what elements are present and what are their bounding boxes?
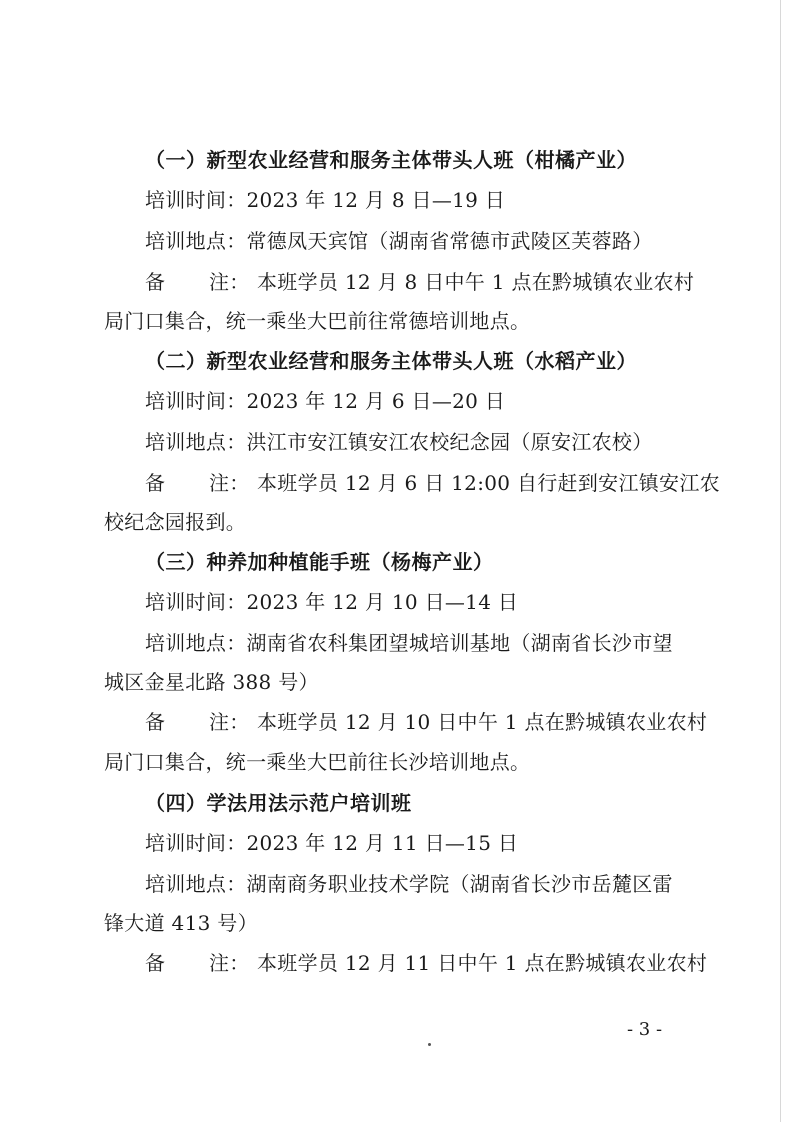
note-label-colon: 注： [209,710,250,734]
section-4-note [145,949,707,977]
section-1-note [145,268,694,296]
section-3-note [145,708,707,736]
note-label-char: 备 [145,471,166,495]
section-4-heading: （四）学法用法示范户培训班 [145,791,412,815]
section-2-note [145,469,720,497]
section-2-note-cont: 校纪念园报到。 [104,510,247,534]
section-3-place-cont: 城区金星北路 388 号） [104,670,319,694]
section-1-note-cont: 局门口集合，统一乘坐大巴前往常德培训地点。 [104,309,531,333]
section-2-time: 培训时间：2023 年 12 月 6 日—20 日 [145,389,506,413]
note-label [145,708,257,736]
note-label-char: 备 [145,270,166,294]
section-4-place: 培训地点：湖南商务职业技术学院（湖南省长沙市岳麓区雷 [145,872,673,896]
note-text: 本班学员 12 月 11 日中午 1 点在黔城镇农业农村 [257,951,708,975]
note-label [145,949,257,977]
section-3-heading: （三）种养加种植能手班（杨梅产业） [145,550,494,574]
note-label-colon: 注： [209,270,250,294]
note-label-colon: 注： [209,951,250,975]
note-text: 本班学员 12 月 10 日中午 1 点在黔城镇农业农村 [257,710,708,734]
section-4-time: 培训时间：2023 年 12 月 11 日—15 日 [145,831,519,855]
note-text: 本班学员 12 月 8 日中午 1 点在黔城镇农业农村 [257,270,695,294]
note-label [145,268,257,296]
page-number: - 3 - [627,1019,663,1040]
note-label [145,469,257,497]
section-1-heading: （一）新型农业经营和服务主体带头人班（柑橘产业） [145,148,637,172]
note-label-colon: 注： [209,471,250,495]
section-2-heading: （二）新型农业经营和服务主体带头人班（水稻产业） [145,349,637,373]
section-1-time: 培训时间：2023 年 12 月 8 日—19 日 [145,188,506,212]
note-text: 本班学员 12 月 6 日 12:00 自行赶到安江镇安江农 [257,471,720,495]
note-label-char: 备 [145,710,166,734]
section-3-place: 培训地点：湖南省农科集团望城培训基地（湖南省长沙市望 [145,631,673,655]
scan-speck [428,1043,431,1046]
section-2-place: 培训地点：洪江市安江镇安江农校纪念园（原安江农校） [145,430,653,454]
section-4-place-cont: 锋大道 413 号） [104,911,258,935]
scan-edge-line [780,0,781,1122]
section-1-place: 培训地点：常德凤天宾馆（湖南省常德市武陵区芙蓉路） [145,229,653,253]
section-3-note-cont: 局门口集合，统一乘坐大巴前往长沙培训地点。 [104,750,531,774]
section-3-time: 培训时间：2023 年 12 月 10 日—14 日 [145,590,519,614]
note-label-char: 备 [145,951,166,975]
